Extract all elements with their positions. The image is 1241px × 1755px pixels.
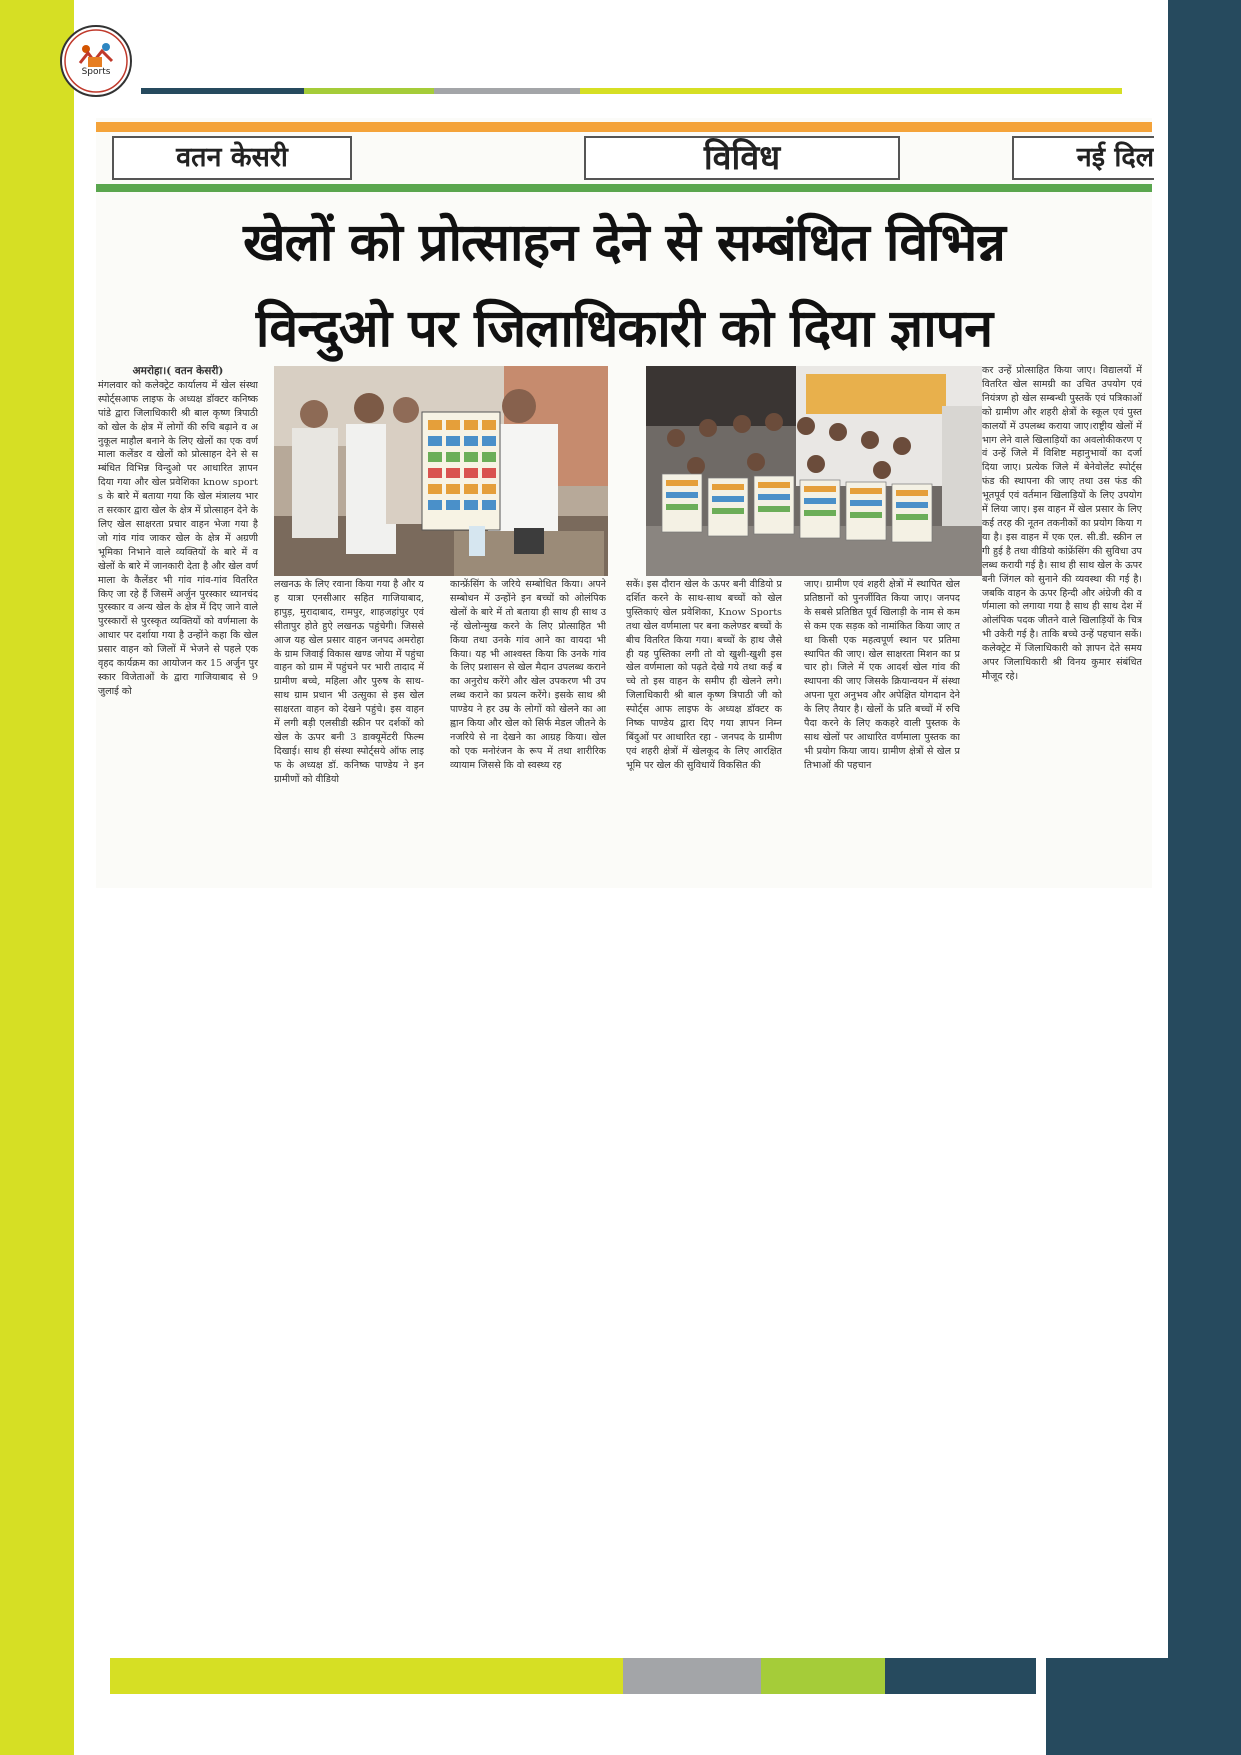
logo-text: Sports [81,67,111,77]
top-stripe-green [304,88,434,94]
masthead-right: नई दिल [1012,136,1154,180]
article-column-6: कर उन्हें प्रोत्साहित किया जाए। विद्यालयों में वितरित खेल सामग्री का उचित उपयोग एवं नियंत्रण हो खेल सम्बन्धी पुस्तकें एवं पत्रिकाओं को ग्रामीण और शहरी क्षेत्रों के स्कूल एवं पुस्तकालयों में उपलब्ध कराया जाए।राष्ट्रीय खेलों में भाग लेने वाले खिलाड़ियों का अवलोकीकरण एवं उन्हें जिले में विशिष्ट महानुभावों का दर्जा दिया जाए। प्रत्येक जिले में बेनेवोलेंट स्पोर्ट्स फंड की स्थापना की जाए तथा उस फंड की भूतपूर्व एवं वर्तमान खिलाड़ियों के लिए उपयोग में लिया जाए। इस वाहन में खेल प्रसार के लिए कई तरह की नूतन तकनीकों का प्रयोग किया गया है। इस वाहन में एक एल. सी.डी. स्क्रीन लगी हुई है तथा वीडियो कांफ्रेंसिंग की सुविधा उपलब्ध करायी गई है। साथ ही साथ खेल के ऊपर बनी जिंगल को सुनाने की व्यवस्था की गई है। जबकि वाहन के ऊपर हिन्दी और अंग्रेजी की वर्णमाला को लगाया गया है साथ ही साथ देश में ओलंपिक पदक जीतने वाले खिलाड़ियों के चित्र भी उकेरी गई है। ताकि बच्चे उन्हें पहचान सकें। कलेक्ट्रेट में जिलाधिकारी को ज्ञापन देते समय अपर जिलाधिकारी श्री विनय कुमार संबंधित मौजूद रहे। [982,365,1142,682]
footer-bar-green [761,1658,885,1694]
right-accent-bar-bottom [1046,1658,1168,1755]
know-sports-logo [60,25,132,97]
headline [96,200,1152,372]
top-stripe-gray [434,88,580,94]
clipping-top-rule [96,122,1152,132]
article-column-4: सकें। इस दौरान खेल के ऊपर बनी वीडियो प्रदर्शित करने के साथ-साथ बच्चों को खेल पुस्तिकाएं खेल प्रवेशिका, Know Sports तथा खेल वर्णमाला पर बना कलेण्डर बच्चों के बीच वितरित किया गया। बच्चों के हाथ जैसे ही यह पुस्तिका लगी तो वो खुशी-खुशी इस खेल वर्णमाला को पढ़ते देखे गये तथा कई बच्चे तो इस वाहन के समीप ही खेलने लगे। जिलाधिकारी श्री बाल कृष्ण त्रिपाठी जी को स्पोर्ट्स आफ लाइफ के अध्यक्ष डॉक्टर कनिष्क पाण्डेय द्वारा दिए गया ज्ञापन निम्न बिंदुओं पर आधारित रहा - जनपद के ग्रामीण एवं शहरी क्षेत्रों में खेलकूद के लिए आरक्षित भूमि पर खेल की सुविधायें विकसित की [626,579,782,771]
top-stripe-navy [141,88,304,94]
footer-bar-navy [885,1658,1036,1694]
footer-bar-yellow [110,1658,623,1694]
headline-line-2: विन्दुओ पर जिलाधिकारी को दिया ज्ञापन [255,299,993,359]
article-column-5: जाए। ग्रामीण एवं शहरी क्षेत्रों में स्थापित खेल प्रतिष्ठानों को पुनर्जीवित किया जाए। जनपद के सबसे प्रतिष्ठित पूर्व खिलाड़ी के नाम से कम से कम एक सड़क को नामांकित किया जाए तथा किसी एक महत्वपूर्ण स्थान पर प्रतिमा स्थापित की जाए। खेल साक्षरता मिशन का प्रचार हो। जिले में एक आदर्श खेल गांव की स्थापना की जाए जिसके क्रियान्वयन में संस्था अपना पूरा अनुभव और अपेक्षित योगदान देने के लिए तैयार है। खेलों के प्रति बच्चों में रुचि पैदा करने के लिए ककहरे वाली पुस्तक के साथ खेलों पर आधारित वर्णमाला पुस्तक का भी प्रयोग किया जाय। ग्रामीण क्षेत्रों से खेल प्रतिभाओं की पहचान [804,579,960,771]
article-column-3: कान्फ्रेंसिंग के जरिये सम्बोधित किया। अपने सम्बोधन में उन्होंने इन बच्चों को ओलंपिक खेलों के बारे में तो बताया ही साथ ही साथ उन्हें खेलोन्मुख करने के लिए प्रोत्साहित भी किया तथा उनके गांव आने का वायदा भी किया। यह भी आश्वस्त किया कि उनके गांव के लिए प्रशासन से खेल मैदान उपलब्ध कराने का अनुरोध करेंगे और खेल उपकरण भी उपलब्ध कराने का प्रयत्न करेंगे। इसके साथ श्री पाण्डेय ने हर उम्र के लोगों को खेलने का आह्वान किया और खेल को सिर्फ मेडल जीतने के नजरिये से ना देखने का आग्रह किया। खेल को एक मनोरंजन के रूप में तथा शारीरिक व्यायाम जिससे कि वो स्वस्थ्य रह [450,579,606,771]
column-1-text: मंगलवार को कलेक्ट्रेट कार्यालय में खेल संस्था स्पोर्ट्सआफ लाइफ के अध्यक्ष डॉक्टर कनिष्क पांडे द्वारा जिलाधिकारी श्री बाल कृष्ण त्रिपाठी को खेल के क्षेत्र में लोगों की रुचि बढ़ाने व अनुकूल माहौल बनाने के लिए खेलों का एक वर्णमाला कलेंडर व खेलों को प्रोत्साहन देने से सम्बंधित विभिन्न विन्दुओ पर आधारित ज्ञापन दिया गया और खेल प्रवेशिका know sports के बारे में बताया गया कि खेल मंत्रालय भारत सरकार द्वारा खेल के क्षेत्र में प्रोत्साहन देने के लिए खेल साक्षरता प्रचार वाहन भेजा गया है जो गांव गांव जाकर खेल के क्षेत्र में अग्रणी भूमिका निभाने वाले व्यक्तियों के बारे में व खेलों के बारे में जानकारी देता है और खेल वर्णमाला के कैलेंडर भी गांव गांव-गांव वितरित किए जा रहे हैं जिसमें अर्जुन पुरस्कार ध्यानचंद पुरस्कार व अन्य खेल के क्षेत्र में दिए जाने वाले पुरस्कारों से पुरस्कृत व्यक्तियों को वर्णमाला के आधार पर दर्शाया गया है उन्होंने कहा कि खेल प्रसार वाहन को जिलों में भेजने से पहले एक वृहद कार्यक्रम का आयोजन कर 15 अर्जुन पुरस्कार विजेताओं के द्वारा गाजियाबाद से 9 जुलाई को [98,379,258,697]
article-column-1 [98,365,258,870]
top-stripe-yellow [580,88,1122,94]
footer-bar-gray [623,1658,761,1694]
article-column-2: लखनऊ के लिए रवाना किया गया है और यह यात्रा एनसीआर सहित गाजियाबाद, हापुड़, मुरादाबाद, रामपुर, शाहजहांपुर एवं सीतापुर होते हुऐ लखनऊ पहुंचेगी। जिससे आज यह खेल प्रसार वाहन जनपद अमरोहा के ग्राम जिवाई विकास खण्ड जोया में पहुंचा वाहन को ग्राम में पहुंचने पर भारी तादाद में ग्रामीण बच्चे, महिला और पुरुष के साथ-साथ ग्राम प्रधान भी उत्सुका से इस खेल साक्षरता वाहन को देखने पहुंचे। इस वाहन में लगी बड़ी एलसीडी स्क्रीन पर दर्शकों को खेल के ऊपर बनी 3 डाक्यूमेंटरी फिल्म दिखाई। साथ ही संस्था स्पोर्ट्सये ऑफ लाइफ के अध्यक्ष डॉ. कनिष्क पाण्डेय ने इन ग्रामीणों को वीडियो [274,579,424,785]
masthead-section: विविध [584,136,900,180]
left-accent-bar [0,0,74,1755]
clipping-green-rule [96,184,1152,192]
top-band [74,0,1168,96]
masthead-left: वतन केसरी [112,136,352,180]
photo-handing-calendar [274,366,608,576]
photo-children-with-calendars [646,366,982,576]
newspaper-clipping [96,118,1152,888]
headline-line-1: खेलों को प्रोत्साहन देने से सम्बंधित विभिन्न [243,213,1005,273]
dateline: अमरोहा।( वतन केसरी) [132,365,224,377]
right-accent-bar [1168,0,1241,1755]
sports-figures-icon [62,27,130,95]
